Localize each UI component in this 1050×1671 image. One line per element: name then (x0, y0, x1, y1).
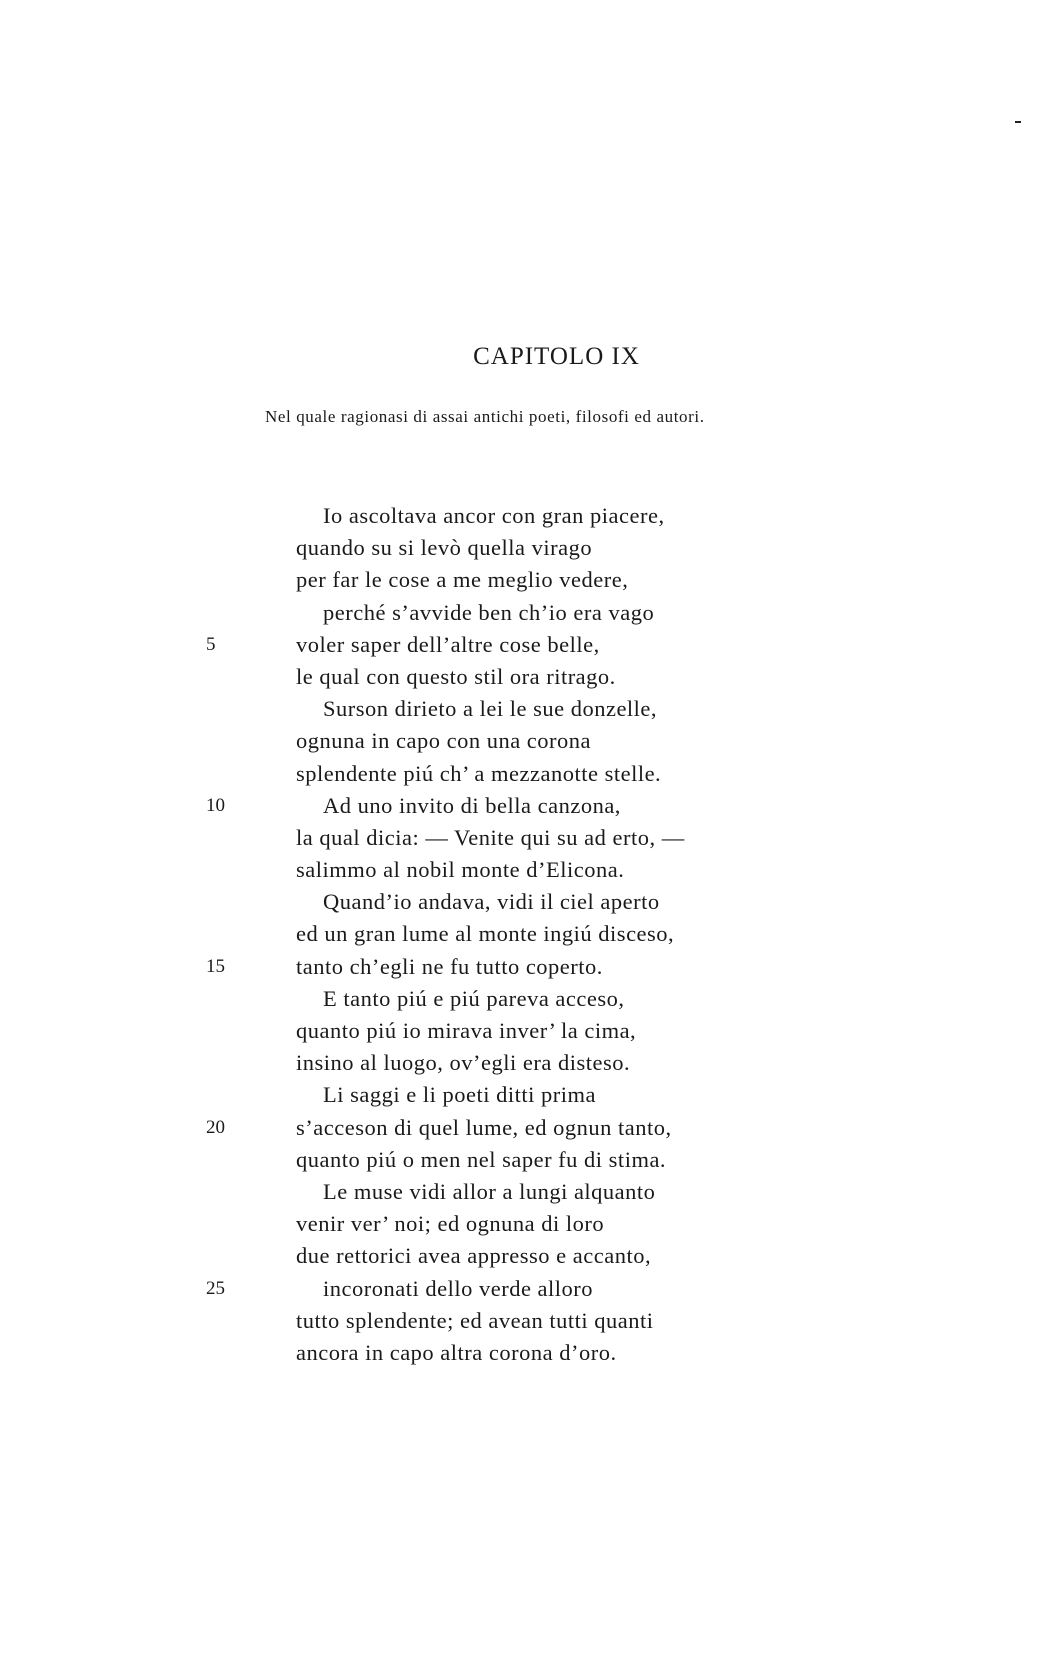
verse-text: tutto splendente; ed avean tutti quanti (296, 1307, 654, 1333)
verse-text: insino al luogo, ov’egli era disteso. (296, 1050, 631, 1076)
verse-line (0, 1305, 1050, 1337)
verse-line (0, 1208, 1050, 1240)
verse-line (0, 1047, 1050, 1079)
verse-text: per far le cose a me meglio vedere, (296, 567, 629, 593)
verse-text: ancora in capo altra corona d’oro. (296, 1339, 617, 1365)
verse-line (0, 822, 1050, 854)
verse-text: voler saper dell’altre cose belle, (296, 631, 600, 657)
verse-line (0, 758, 1050, 790)
verse-text: perché s’avvide ben ch’io era vago (323, 599, 655, 625)
verse-line (0, 1337, 1050, 1369)
verse-line (0, 564, 1050, 596)
verse-text: quando su si levò quella virago (296, 535, 593, 561)
poem-body (0, 500, 1050, 1369)
verse-line (0, 886, 1050, 918)
verse-text: tanto ch’egli ne fu tutto coperto. (296, 953, 603, 979)
line-number: 15 (206, 955, 225, 977)
verse-text: quanto piú io mirava inver’ la cima, (296, 1018, 637, 1043)
verse-text: E tanto piú e piú pareva acceso, (323, 985, 625, 1011)
verse-line (0, 661, 1050, 693)
verse-line (0, 1112, 1050, 1144)
verse-line (0, 1176, 1050, 1208)
verse-line (0, 854, 1050, 886)
verse-text: salimmo al nobil monte d’Elicona. (296, 857, 625, 883)
verse-line (0, 1240, 1050, 1272)
verse-text: Io ascoltava ancor con gran piacere, (323, 503, 665, 528)
verse-text: Ad uno invito di bella canzona, (323, 792, 621, 818)
verse-line (0, 951, 1050, 983)
verse-text: Surson dirieto a lei le sue donzelle, (323, 696, 658, 722)
verse-line (0, 629, 1050, 661)
verse-line (0, 693, 1050, 725)
verse-text: ed un gran lume al monte ingiú disceso, (296, 921, 675, 947)
line-number: 25 (206, 1277, 225, 1299)
verse-line (0, 500, 1050, 532)
line-number: 5 (206, 633, 216, 655)
verse-line (0, 1273, 1050, 1305)
verse-text: due rettorici avea appresso e accanto, (296, 1243, 652, 1269)
verse-line (0, 790, 1050, 822)
verse-text: le qual con questo stil ora ritrago. (296, 663, 616, 689)
verse-line (0, 597, 1050, 629)
verse-text: la qual dicia: — Venite qui su ad erto, — (296, 824, 685, 850)
verse-text: Quand’io andava, vidi il ciel aperto (323, 889, 660, 915)
verse-line (0, 1015, 1050, 1047)
verse-text: incoronati dello verde alloro (323, 1275, 594, 1301)
verse-text: quanto piú o men nel saper fu di stima. (296, 1146, 667, 1172)
verse-line (0, 983, 1050, 1015)
verse-text: splendente piú ch’ a mezzanotte stelle. (296, 760, 662, 786)
line-number: 10 (206, 794, 225, 816)
verse-line (0, 725, 1050, 757)
verse-text: venir ver’ noi; ed ognuna di loro (296, 1211, 605, 1237)
chapter-summary: Nel quale ragionasi di assai antichi poeti, filosofi ed autori. (265, 407, 705, 426)
verse-text: Li saggi e li poeti ditti prima (323, 1082, 596, 1108)
verse-line (0, 918, 1050, 950)
line-number: 20 (206, 1116, 225, 1138)
verse-line (0, 532, 1050, 564)
verse-text: ognuna in capo con una corona (296, 728, 592, 754)
verse-line (0, 1079, 1050, 1111)
verse-text: Le muse vidi allor a lungi alquanto (323, 1178, 656, 1204)
stray-mark (1015, 121, 1021, 123)
verse-line (0, 1144, 1050, 1176)
chapter-title: CAPITOLO IX (473, 343, 640, 370)
verse-text: s’acceson di quel lume, ed ognun tanto, (296, 1114, 672, 1140)
